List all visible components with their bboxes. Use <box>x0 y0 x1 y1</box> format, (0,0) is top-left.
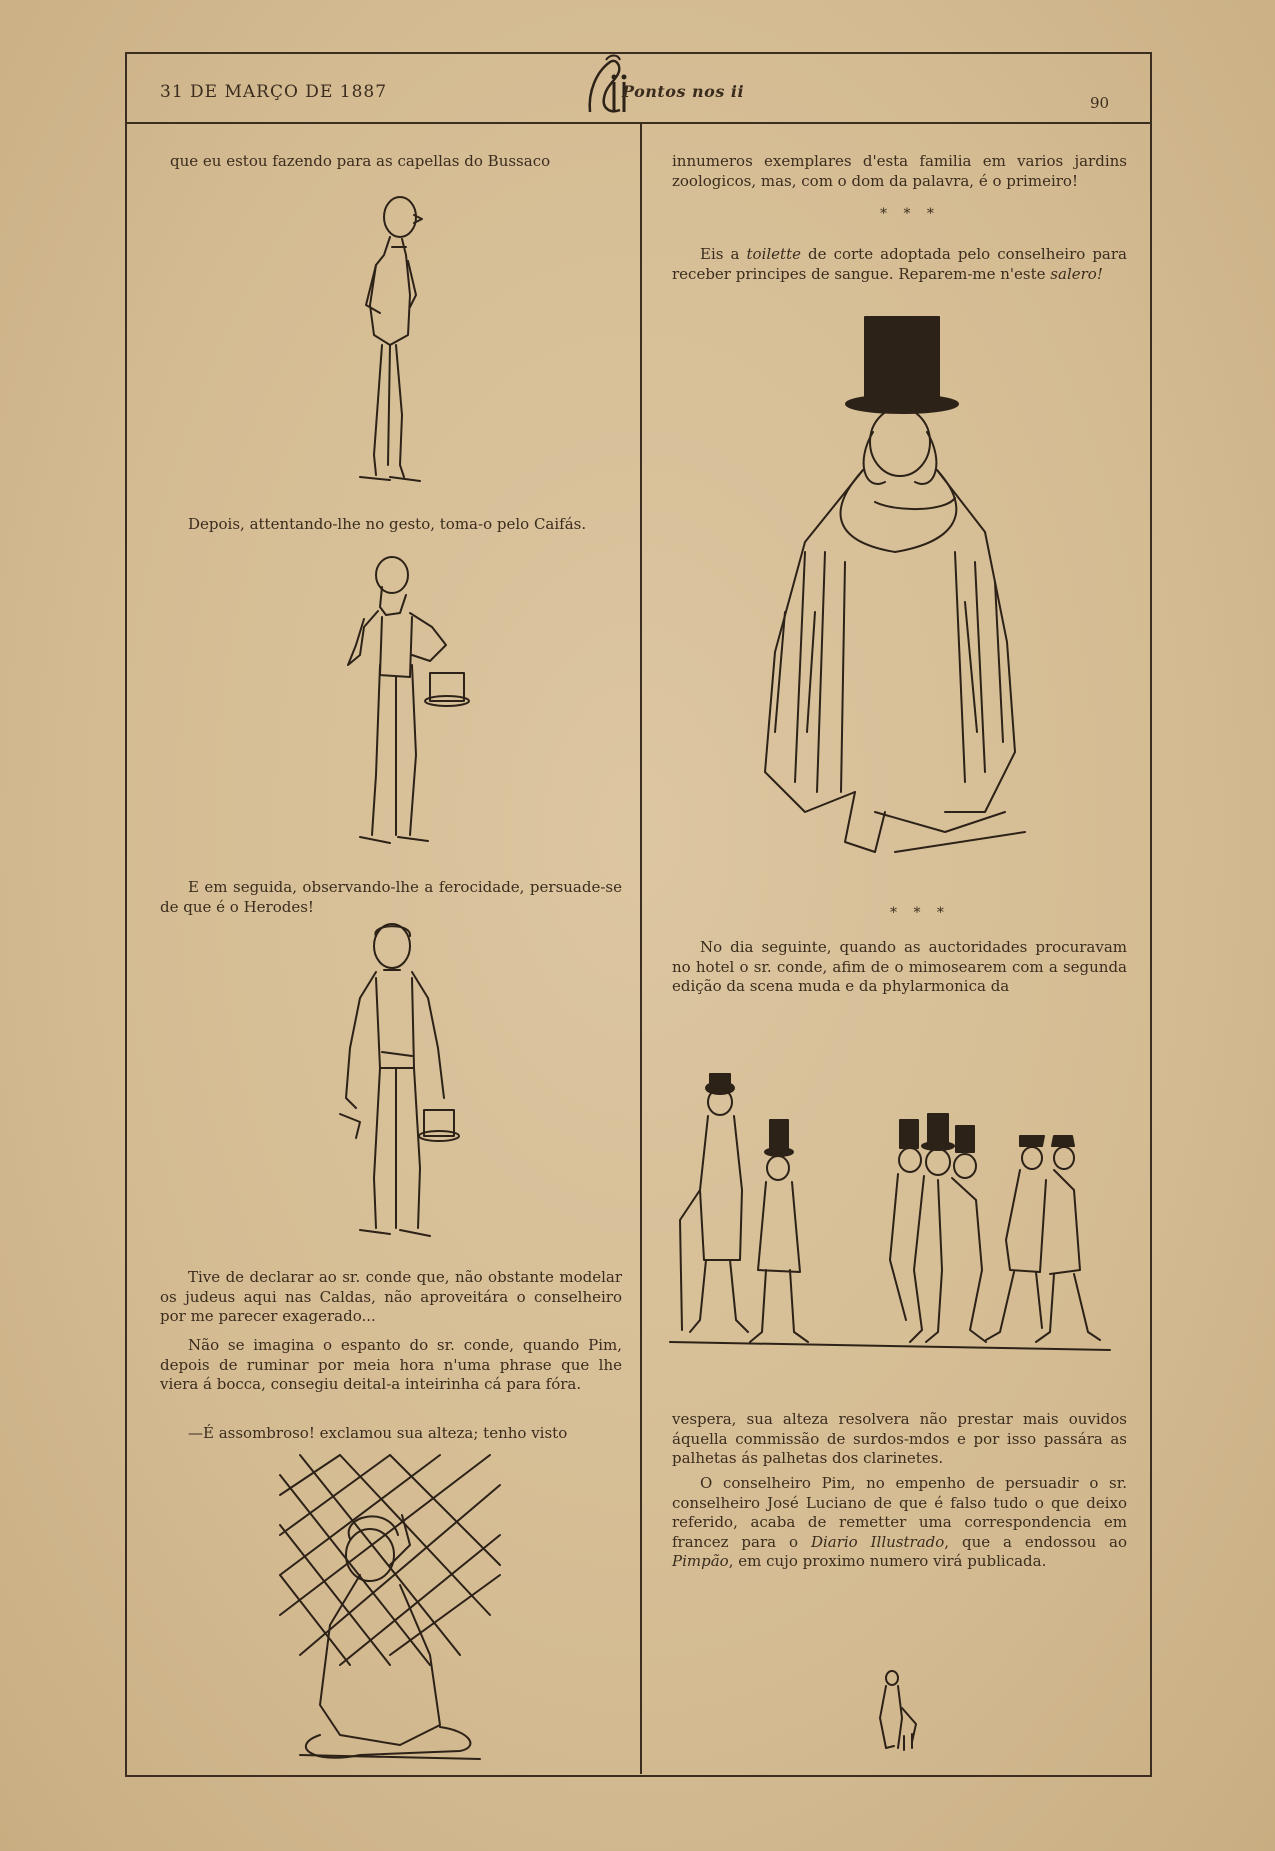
right-p2-text-b: de corte adoptada pelo conselheiro para receber principes de sangue. Reparem-me n'este <box>672 245 1127 283</box>
section-separator-1: * * * <box>880 206 940 222</box>
right-p2-text-a: Eis a <box>700 245 747 263</box>
left-paragraph-4: Tive de declarar ao sr. conde que, não obstante modelar os judeus aqui nas Caldas, não aproveitára o conselheiro por me parecer exagerado... <box>160 1268 622 1325</box>
left-paragraph-3: E em seguida, observando-lhe a ferocidade, persuade-se de que é o Herodes! <box>160 878 622 916</box>
header-rule <box>125 122 1150 124</box>
caricature-herodes <box>320 918 480 1258</box>
left-paragraph-2: Depois, attentando-lhe no gesto, toma-o pelo Caifás. <box>188 515 587 533</box>
right-p2-emphasis-a: toilette <box>746 245 801 263</box>
masthead-title: Pontos nos ii <box>622 82 745 101</box>
caricature-ape-in-cage <box>280 1455 510 1775</box>
tailpiece-ornament-icon <box>872 1668 922 1758</box>
right-paragraph-4: vespera, sua alteza resolvera não prestar mais ouvidos áquella commissão de surdos-mdos e por isso passára as palhetas ás palhetas dos clarinetes. <box>672 1410 1127 1467</box>
section-separator-2: * * * <box>890 905 950 921</box>
page-number: 90 <box>1090 94 1110 112</box>
right-paragraph-5 <box>672 1474 1127 1572</box>
masthead-logo <box>570 52 745 120</box>
right-paragraph-3: No dia seguinte, quando as auctoridades procuravam no hotel o sr. conde, afim de o mimosearem com a segunda edição da scena muda e da phylarmonica da <box>672 938 1127 995</box>
column-divider <box>640 122 642 1774</box>
right-p5-text-c: , em cujo proximo numero virá publicada. <box>728 1552 1047 1570</box>
right-p5-text-a: O conselheiro Pim, no empenho de persuadir o sr. conselheiro José Luciano de que é falso tudo o que deixo referido, acaba de remetter uma correspondencia em francez para o <box>672 1474 1127 1551</box>
caricature-standing-profile <box>330 195 450 495</box>
caricature-group-of-officials <box>670 1070 1110 1360</box>
caricature-man-with-hat <box>320 555 480 855</box>
left-paragraph-1: que eu estou fazendo para as capellas do Bussaco <box>170 152 551 170</box>
left-paragraph-5: Não se imagina o espanto do sr. conde, quando Pim, depois de ruminar por meia hora n'uma phrase que lhe viera á bocca, consegiu deital-a inteirinha cá para fóra. <box>160 1336 622 1393</box>
right-paragraph-2 <box>672 245 1127 284</box>
right-paragraph-1: innumeros exemplares d'esta familia em varios jardins zoologicos, mas, com o dom da palavra, é o primeiro! <box>672 152 1127 190</box>
right-p5-text-b: , que a endossou ao <box>944 1532 1128 1551</box>
left-paragraph-6: —É assombroso! exclamou sua alteza; tenho visto <box>188 1424 568 1442</box>
caricature-cloaked-counsellor <box>745 312 1035 872</box>
right-p5-emphasis-b: Pimpão <box>672 1552 729 1570</box>
issue-date: 31 DE MARÇO DE 1887 <box>160 82 388 102</box>
right-p2-emphasis-b: salero! <box>1050 264 1103 283</box>
right-p5-emphasis-a: Diario Illustrado <box>810 1532 945 1551</box>
